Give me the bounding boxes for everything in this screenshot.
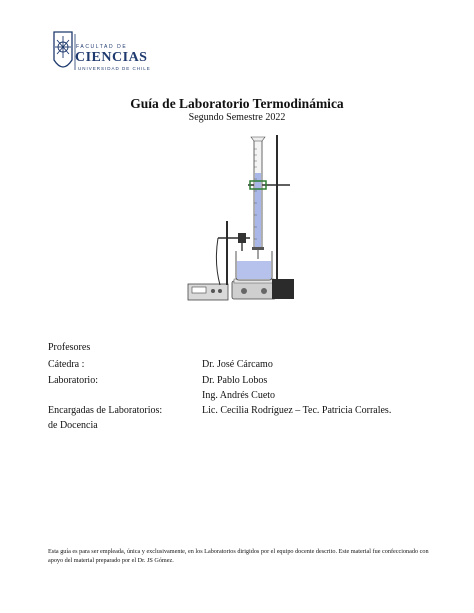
document-title: Guía de Laboratorio Termodinámica — [130, 96, 344, 111]
profesores-heading: Profesores — [48, 342, 91, 353]
encargadas-label: Encargadas de Laboratorios: — [48, 405, 163, 416]
titration-apparatus-illustration — [180, 133, 298, 305]
encargadas-value: Lic. Cecilia Rodríguez – Tec. Patricia Corrales. — [202, 405, 392, 416]
laboratorio-value-2: Ing. Andrés Cueto — [202, 390, 276, 401]
encargadas-label-2: de Docencia — [48, 420, 98, 431]
catedra-label: Cátedra : — [48, 359, 85, 370]
laboratorio-value-1: Dr. Pablo Lobos — [202, 375, 268, 386]
footer-notice: Esta guía es para ser empleada, única y exclusivamente, en los Laboratorios dirigidos por el equipo docente descrito. Este material fue confeccionado con apoyo del material preparado por el Dr. JS Gómez. — [48, 548, 429, 564]
document-subtitle: Segundo Semestre 2022 — [188, 112, 286, 123]
logo-faculty-text: FACULTAD DE — [76, 44, 128, 50]
laboratorio-label: Laboratorio: — [48, 375, 98, 386]
catedra-value: Dr. José Cárcamo — [202, 359, 273, 370]
logo-ciencias-text: CIENCIAS — [75, 50, 148, 65]
logo-university-text: UNIVERSIDAD DE CHILE — [78, 66, 151, 71]
